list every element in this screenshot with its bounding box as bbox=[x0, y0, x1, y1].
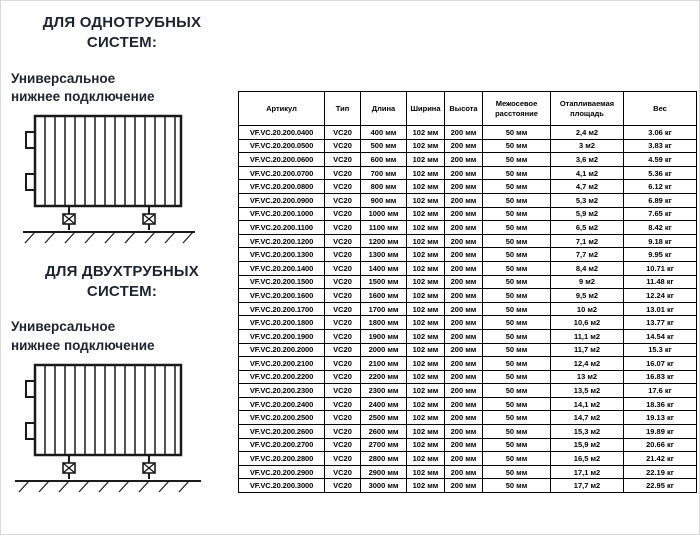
table-cell: 102 мм bbox=[407, 425, 445, 439]
table-cell: VC20 bbox=[325, 465, 361, 479]
table-row bbox=[239, 221, 697, 235]
table-cell: 1300 мм bbox=[361, 248, 407, 262]
article-cell: VF.VC.20.200.0700 bbox=[239, 166, 325, 180]
article-cell: VF.VC.20.200.0800 bbox=[239, 180, 325, 194]
table-cell: 9.18 кг bbox=[624, 234, 697, 248]
table-cell: 200 мм bbox=[445, 126, 483, 140]
table-cell: 50 мм bbox=[483, 126, 551, 140]
table-row bbox=[239, 316, 697, 330]
table-cell: 200 мм bbox=[445, 180, 483, 194]
table-cell: 200 мм bbox=[445, 234, 483, 248]
column-header: Высота bbox=[445, 92, 483, 126]
table-cell: 4,7 м2 bbox=[551, 180, 624, 194]
header-row bbox=[239, 92, 697, 126]
table-row bbox=[239, 357, 697, 371]
table-cell: 50 мм bbox=[483, 193, 551, 207]
table-cell: 8.42 кг bbox=[624, 221, 697, 235]
table-row bbox=[239, 275, 697, 289]
table-cell: 50 мм bbox=[483, 275, 551, 289]
spec-table-container bbox=[238, 91, 696, 493]
column-header: Длина bbox=[361, 92, 407, 126]
table-cell: 14.54 кг bbox=[624, 329, 697, 343]
table-row bbox=[239, 261, 697, 275]
table-cell: 11,7 м2 bbox=[551, 343, 624, 357]
column-header: Артикул bbox=[239, 92, 325, 126]
table-row bbox=[239, 180, 697, 194]
table-cell: 13.01 кг bbox=[624, 302, 697, 316]
table-cell: 102 мм bbox=[407, 207, 445, 221]
table-cell: 50 мм bbox=[483, 465, 551, 479]
table-cell: 4,1 м2 bbox=[551, 166, 624, 180]
table-cell: 3.06 кг bbox=[624, 126, 697, 140]
table-cell: 102 мм bbox=[407, 139, 445, 153]
table-cell: 102 мм bbox=[407, 370, 445, 384]
table-cell: 50 мм bbox=[483, 139, 551, 153]
column-header: Межосевое расстояние bbox=[483, 92, 551, 126]
table-cell: VC20 bbox=[325, 166, 361, 180]
table-cell: 200 мм bbox=[445, 316, 483, 330]
table-row bbox=[239, 438, 697, 452]
article-cell: VF.VC.20.200.3000 bbox=[239, 479, 325, 493]
table-row bbox=[239, 452, 697, 466]
table-cell: 102 мм bbox=[407, 153, 445, 167]
table-cell: 7,7 м2 bbox=[551, 248, 624, 262]
table-cell: 900 мм bbox=[361, 193, 407, 207]
table-cell: 50 мм bbox=[483, 329, 551, 343]
article-cell: VF.VC.20.200.2400 bbox=[239, 397, 325, 411]
table-cell: VC20 bbox=[325, 221, 361, 235]
table-cell: 1600 мм bbox=[361, 289, 407, 303]
table-cell: 200 мм bbox=[445, 261, 483, 275]
table-cell: 50 мм bbox=[483, 207, 551, 221]
table-cell: 13.77 кг bbox=[624, 316, 697, 330]
article-cell: VF.VC.20.200.1200 bbox=[239, 234, 325, 248]
table-cell: 1400 мм bbox=[361, 261, 407, 275]
table-cell: 102 мм bbox=[407, 411, 445, 425]
table-cell: 50 мм bbox=[483, 343, 551, 357]
left-panel bbox=[9, 7, 235, 507]
table-row bbox=[239, 411, 697, 425]
table-cell: 200 мм bbox=[445, 166, 483, 180]
table-cell: 16.07 кг bbox=[624, 357, 697, 371]
article-cell: VF.VC.20.200.1700 bbox=[239, 302, 325, 316]
table-cell: 50 мм bbox=[483, 248, 551, 262]
table-cell: VC20 bbox=[325, 452, 361, 466]
table-cell: 10,6 м2 bbox=[551, 316, 624, 330]
table-cell: 11.48 кг bbox=[624, 275, 697, 289]
table-cell: 20.66 кг bbox=[624, 438, 697, 452]
table-cell: 200 мм bbox=[445, 452, 483, 466]
table-cell: VC20 bbox=[325, 438, 361, 452]
table-cell: 200 мм bbox=[445, 479, 483, 493]
table-cell: 16.83 кг bbox=[624, 370, 697, 384]
article-cell: VF.VC.20.200.2800 bbox=[239, 452, 325, 466]
table-cell: VC20 bbox=[325, 425, 361, 439]
table-cell: 200 мм bbox=[445, 302, 483, 316]
article-cell: VF.VC.20.200.1400 bbox=[239, 261, 325, 275]
table-cell: VC20 bbox=[325, 139, 361, 153]
table-cell: 200 мм bbox=[445, 343, 483, 357]
table-cell: VC20 bbox=[325, 126, 361, 140]
table-cell: 700 мм bbox=[361, 166, 407, 180]
table-row bbox=[239, 384, 697, 398]
table-cell: 50 мм bbox=[483, 261, 551, 275]
article-cell: VF.VC.20.200.0600 bbox=[239, 153, 325, 167]
table-cell: 102 мм bbox=[407, 343, 445, 357]
table-cell: 50 мм bbox=[483, 289, 551, 303]
table-cell: 12,4 м2 bbox=[551, 357, 624, 371]
table-cell: VC20 bbox=[325, 384, 361, 398]
article-cell: VF.VC.20.200.0900 bbox=[239, 193, 325, 207]
table-cell: 9.95 кг bbox=[624, 248, 697, 262]
table-cell: 200 мм bbox=[445, 370, 483, 384]
table-cell: 1100 мм bbox=[361, 221, 407, 235]
table-cell: 102 мм bbox=[407, 275, 445, 289]
table-cell: 102 мм bbox=[407, 126, 445, 140]
table-cell: 200 мм bbox=[445, 275, 483, 289]
table-cell: 800 мм bbox=[361, 180, 407, 194]
table-row bbox=[239, 126, 697, 140]
table-row bbox=[239, 343, 697, 357]
article-cell: VF.VC.20.200.2500 bbox=[239, 411, 325, 425]
table-cell: 600 мм bbox=[361, 153, 407, 167]
table-cell: 3 м2 bbox=[551, 139, 624, 153]
table-cell: 50 мм bbox=[483, 302, 551, 316]
table-cell: 200 мм bbox=[445, 193, 483, 207]
table-cell: 50 мм bbox=[483, 234, 551, 248]
table-cell: 6,5 м2 bbox=[551, 221, 624, 235]
table-row bbox=[239, 397, 697, 411]
table-cell: 7,1 м2 bbox=[551, 234, 624, 248]
table-cell: VC20 bbox=[325, 289, 361, 303]
table-cell: VC20 bbox=[325, 153, 361, 167]
single-pipe-subtitle: Универсальное нижнее подключение bbox=[11, 70, 155, 104]
article-cell: VF.VC.20.200.1300 bbox=[239, 248, 325, 262]
table-row bbox=[239, 465, 697, 479]
table-cell: 102 мм bbox=[407, 261, 445, 275]
table-cell: 102 мм bbox=[407, 289, 445, 303]
table-cell: 200 мм bbox=[445, 248, 483, 262]
table-cell: 2000 мм bbox=[361, 343, 407, 357]
table-row bbox=[239, 207, 697, 221]
table-cell: 200 мм bbox=[445, 357, 483, 371]
table-cell: 102 мм bbox=[407, 479, 445, 493]
table-cell: 200 мм bbox=[445, 289, 483, 303]
table-cell: 200 мм bbox=[445, 384, 483, 398]
table-cell: 102 мм bbox=[407, 193, 445, 207]
column-header: Отапливаемая площадь bbox=[551, 92, 624, 126]
table-cell: 5,3 м2 bbox=[551, 193, 624, 207]
table-cell: 500 мм bbox=[361, 139, 407, 153]
table-cell: 17.6 кг bbox=[624, 384, 697, 398]
table-body bbox=[239, 126, 697, 493]
table-cell: VC20 bbox=[325, 302, 361, 316]
table-cell: 50 мм bbox=[483, 316, 551, 330]
table-cell: 2500 мм bbox=[361, 411, 407, 425]
table-cell: 2900 мм bbox=[361, 465, 407, 479]
table-cell: 50 мм bbox=[483, 425, 551, 439]
table-cell: 50 мм bbox=[483, 370, 551, 384]
column-header: Тип bbox=[325, 92, 361, 126]
table-cell: 13 м2 bbox=[551, 370, 624, 384]
table-cell: 200 мм bbox=[445, 329, 483, 343]
table-cell: VC20 bbox=[325, 479, 361, 493]
article-cell: VF.VC.20.200.2000 bbox=[239, 343, 325, 357]
table-row bbox=[239, 425, 697, 439]
article-cell: VF.VC.20.200.1800 bbox=[239, 316, 325, 330]
table-cell: 200 мм bbox=[445, 411, 483, 425]
table-cell: 50 мм bbox=[483, 438, 551, 452]
table-cell: 3000 мм bbox=[361, 479, 407, 493]
table-cell: 2400 мм bbox=[361, 397, 407, 411]
table-cell: 11,1 м2 bbox=[551, 329, 624, 343]
radiator-diagram-single-icon bbox=[11, 112, 203, 248]
table-cell: 102 мм bbox=[407, 166, 445, 180]
table-cell: VC20 bbox=[325, 397, 361, 411]
table-row bbox=[239, 289, 697, 303]
column-header: Вес bbox=[624, 92, 697, 126]
table-cell: 14,7 м2 bbox=[551, 411, 624, 425]
table-cell: 1000 мм bbox=[361, 207, 407, 221]
single-pipe-heading: ДЛЯ ОДНОТРУБНЫХ СИСТЕМ: bbox=[42, 14, 202, 52]
table-cell: 1800 мм bbox=[361, 316, 407, 330]
article-cell: VF.VC.20.200.0400 bbox=[239, 126, 325, 140]
table-row bbox=[239, 479, 697, 493]
table-cell: VC20 bbox=[325, 370, 361, 384]
table-header bbox=[239, 92, 697, 126]
table-cell: 102 мм bbox=[407, 452, 445, 466]
table-cell: VC20 bbox=[325, 357, 361, 371]
table-cell: 102 мм bbox=[407, 316, 445, 330]
table-cell: 15,9 м2 bbox=[551, 438, 624, 452]
table-cell: 2700 мм bbox=[361, 438, 407, 452]
table-cell: 50 мм bbox=[483, 153, 551, 167]
table-cell: 9,5 м2 bbox=[551, 289, 624, 303]
spec-table bbox=[238, 91, 697, 493]
article-cell: VF.VC.20.200.1100 bbox=[239, 221, 325, 235]
table-cell: 1500 мм bbox=[361, 275, 407, 289]
table-cell: 200 мм bbox=[445, 465, 483, 479]
table-cell: VC20 bbox=[325, 261, 361, 275]
table-cell: 1200 мм bbox=[361, 234, 407, 248]
table-cell: 15,3 м2 bbox=[551, 425, 624, 439]
table-cell: 17,1 м2 bbox=[551, 465, 624, 479]
table-cell: VC20 bbox=[325, 275, 361, 289]
table-cell: 50 мм bbox=[483, 397, 551, 411]
table-row bbox=[239, 234, 697, 248]
table-cell: 102 мм bbox=[407, 180, 445, 194]
table-cell: 102 мм bbox=[407, 465, 445, 479]
table-cell: 8,4 м2 bbox=[551, 261, 624, 275]
table-cell: VC20 bbox=[325, 234, 361, 248]
table-cell: 1700 мм bbox=[361, 302, 407, 316]
table-cell: 50 мм bbox=[483, 180, 551, 194]
article-cell: VF.VC.20.200.2200 bbox=[239, 370, 325, 384]
table-cell: 400 мм bbox=[361, 126, 407, 140]
table-cell: 102 мм bbox=[407, 384, 445, 398]
table-cell: VC20 bbox=[325, 193, 361, 207]
table-cell: 9 м2 bbox=[551, 275, 624, 289]
table-cell: 200 мм bbox=[445, 438, 483, 452]
table-cell: 200 мм bbox=[445, 207, 483, 221]
table-cell: VC20 bbox=[325, 343, 361, 357]
table-cell: 50 мм bbox=[483, 384, 551, 398]
table-cell: 2800 мм bbox=[361, 452, 407, 466]
double-pipe-heading: ДЛЯ ДВУХТРУБНЫХ СИСТЕМ: bbox=[44, 262, 200, 301]
table-row bbox=[239, 139, 697, 153]
table-row bbox=[239, 370, 697, 384]
table-cell: 13,5 м2 bbox=[551, 384, 624, 398]
table-cell: 102 мм bbox=[407, 357, 445, 371]
table-cell: 200 мм bbox=[445, 139, 483, 153]
table-cell: 4.59 кг bbox=[624, 153, 697, 167]
table-cell: VC20 bbox=[325, 180, 361, 194]
table-cell: 5,9 м2 bbox=[551, 207, 624, 221]
article-cell: VF.VC.20.200.1900 bbox=[239, 329, 325, 343]
table-cell: 1900 мм bbox=[361, 329, 407, 343]
table-cell: 50 мм bbox=[483, 221, 551, 235]
table-cell: VC20 bbox=[325, 316, 361, 330]
article-cell: VF.VC.20.200.1000 bbox=[239, 207, 325, 221]
table-cell: 200 мм bbox=[445, 221, 483, 235]
article-cell: VF.VC.20.200.2100 bbox=[239, 357, 325, 371]
table-cell: 2300 мм bbox=[361, 384, 407, 398]
table-cell: 19.89 кг bbox=[624, 425, 697, 439]
table-cell: 15.3 кг bbox=[624, 343, 697, 357]
table-cell: 14,1 м2 bbox=[551, 397, 624, 411]
table-cell: 22.95 кг bbox=[624, 479, 697, 493]
table-cell: 50 мм bbox=[483, 357, 551, 371]
table-cell: 102 мм bbox=[407, 302, 445, 316]
article-cell: VF.VC.20.200.2300 bbox=[239, 384, 325, 398]
table-cell: 10 м2 bbox=[551, 302, 624, 316]
table-row bbox=[239, 302, 697, 316]
table-cell: 200 мм bbox=[445, 153, 483, 167]
radiator-diagram-double-icon bbox=[11, 361, 203, 497]
table-cell: 6.12 кг bbox=[624, 180, 697, 194]
table-cell: 2,4 м2 bbox=[551, 126, 624, 140]
table-cell: VC20 bbox=[325, 411, 361, 425]
table-cell: 102 мм bbox=[407, 221, 445, 235]
table-cell: 18.36 кг bbox=[624, 397, 697, 411]
table-row bbox=[239, 193, 697, 207]
table-cell: 22.19 кг bbox=[624, 465, 697, 479]
table-cell: 7.65 кг bbox=[624, 207, 697, 221]
table-row bbox=[239, 153, 697, 167]
table-cell: VC20 bbox=[325, 248, 361, 262]
article-cell: VF.VC.20.200.1500 bbox=[239, 275, 325, 289]
table-cell: 21.42 кг bbox=[624, 452, 697, 466]
table-cell: 102 мм bbox=[407, 397, 445, 411]
table-cell: 3,6 м2 bbox=[551, 153, 624, 167]
table-cell: VC20 bbox=[325, 329, 361, 343]
article-cell: VF.VC.20.200.2600 bbox=[239, 425, 325, 439]
table-row bbox=[239, 248, 697, 262]
table-row bbox=[239, 166, 697, 180]
table-cell: 102 мм bbox=[407, 438, 445, 452]
table-cell: 5.36 кг bbox=[624, 166, 697, 180]
article-cell: VF.VC.20.200.1600 bbox=[239, 289, 325, 303]
table-cell: 17,7 м2 bbox=[551, 479, 624, 493]
table-cell: 10.71 кг bbox=[624, 261, 697, 275]
table-row bbox=[239, 329, 697, 343]
table-cell: 102 мм bbox=[407, 234, 445, 248]
table-cell: 200 мм bbox=[445, 425, 483, 439]
double-pipe-subtitle: Универсальное нижнее подключение bbox=[11, 319, 155, 353]
table-cell: 102 мм bbox=[407, 329, 445, 343]
table-cell: 12.24 кг bbox=[624, 289, 697, 303]
table-cell: 16,5 м2 bbox=[551, 452, 624, 466]
table-cell: 50 мм bbox=[483, 479, 551, 493]
table-cell: VC20 bbox=[325, 207, 361, 221]
table-cell: 102 мм bbox=[407, 248, 445, 262]
table-cell: 2200 мм bbox=[361, 370, 407, 384]
article-cell: VF.VC.20.200.0500 bbox=[239, 139, 325, 153]
table-cell: 200 мм bbox=[445, 397, 483, 411]
table-cell: 2600 мм bbox=[361, 425, 407, 439]
article-cell: VF.VC.20.200.2700 bbox=[239, 438, 325, 452]
article-cell: VF.VC.20.200.2900 bbox=[239, 465, 325, 479]
table-cell: 50 мм bbox=[483, 411, 551, 425]
table-cell: 3.83 кг bbox=[624, 139, 697, 153]
table-cell: 6.89 кг bbox=[624, 193, 697, 207]
table-cell: 19.13 кг bbox=[624, 411, 697, 425]
table-cell: 2100 мм bbox=[361, 357, 407, 371]
table-cell: 50 мм bbox=[483, 166, 551, 180]
table-cell: 50 мм bbox=[483, 452, 551, 466]
column-header: Ширина bbox=[407, 92, 445, 126]
